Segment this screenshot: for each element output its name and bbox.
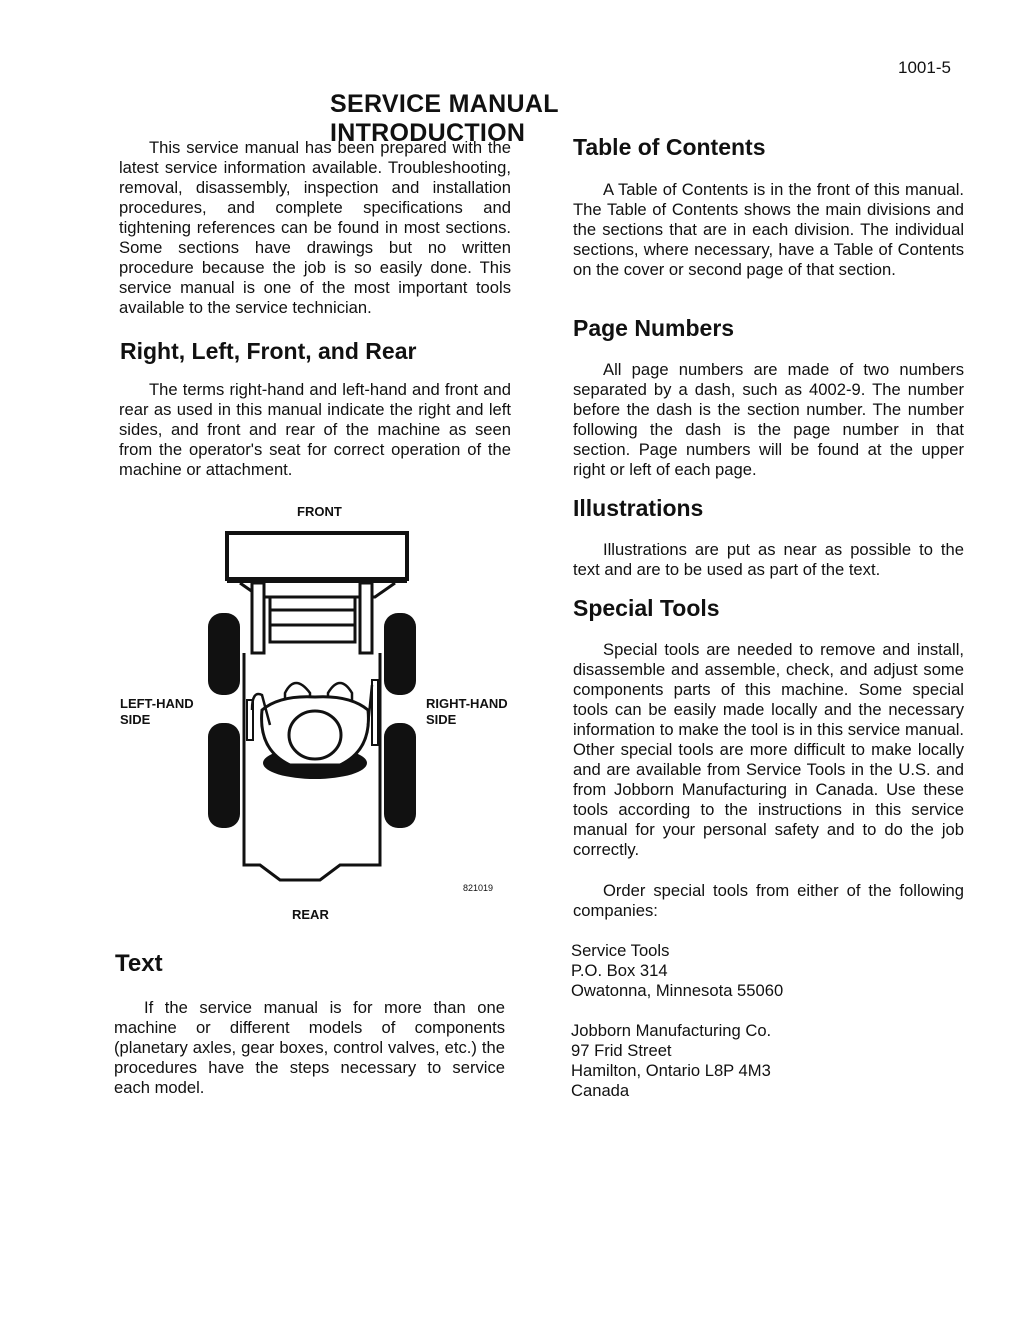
diagram-rear-label: REAR: [292, 907, 329, 922]
machine-top-view-diagram: [200, 525, 430, 890]
special-tools-paragraph: Special tools are needed to remove and install, disassemble and assemble, check, and adjust some components parts of this machine. Some special tools can be easily made locally and the necessary information to make the tool is in this service manual. Other special tools are more difficult to make locally and are available from Service Tools in the U.S. and from Jobborn Manufacturing in Canada. Use these tools according to the instructions in this service manual for your personal safety and to do the job correctly.: [573, 640, 964, 859]
intro-paragraph: This service manual has been prepared with the latest service information available. Troubleshooting, removal, disassembly, inspection and installation procedures, and complete specifications and tightening references can be found in most sections. Some sections have drawings but no written procedure because the job is so easily done. This service manual is one of the most important tools available to the service technician.: [119, 138, 511, 317]
company-jobborn: Jobborn Manufacturing Co. 97 Frid Street Hamilton, Ontario L8P 4M3 Canada: [571, 1021, 772, 1100]
toc-heading: Table of Contents: [573, 134, 766, 160]
order-paragraph: Order special tools from either of the following companies:: [573, 881, 964, 920]
page-numbers-heading: Page Numbers: [573, 315, 735, 341]
diagram-left-label: LEFT-HAND SIDE: [120, 696, 194, 727]
toc-paragraph: A Table of Contents is in the front of this manual. The Table of Contents shows the main divisions and the sections that are in each division. The individual sections, where necessary, have a Table of Contents on the cover or second page of that section.: [573, 180, 964, 279]
diagram-right-label: RIGHT-HAND SIDE: [426, 696, 508, 727]
text-heading: Text: [115, 950, 163, 977]
page-number: 1001-5: [898, 58, 951, 77]
rlfr-heading: Right, Left, Front, and Rear: [120, 338, 417, 364]
text-paragraph: If the service manual is for more than one machine or different models of components (planetary axles, gear boxes, control valves, etc.) the procedures have the steps necessary to service each model.: [114, 998, 505, 1097]
illustrations-heading: Illustrations: [573, 495, 704, 521]
special-tools-heading: Special Tools: [573, 595, 720, 621]
page-numbers-paragraph: All page numbers are made of two numbers separated by a dash, such as 4002-9. The number before the dash is the section number. The number following the dash is the page number in that section. Page numbers will be found at the upper right or left of each page.: [573, 360, 964, 479]
illustrations-paragraph: Illustrations are put as near as possible to the text and are to be used as part of the text.: [573, 540, 964, 579]
diagram-code: 821019: [463, 883, 494, 893]
rlfr-paragraph: The terms right-hand and left-hand and front and rear as used in this manual indicate the right and left sides, and front and rear of the machine as seen from the operator's seat for correct operation of the machine or attachment.: [119, 380, 511, 479]
page-title: SERVICE MANUAL INTRODUCTION: [330, 90, 559, 147]
diagram-front-label: FRONT: [297, 504, 342, 519]
company-service-tools: Service Tools P.O. Box 314 Owatonna, Minnesota 55060: [571, 941, 784, 1000]
